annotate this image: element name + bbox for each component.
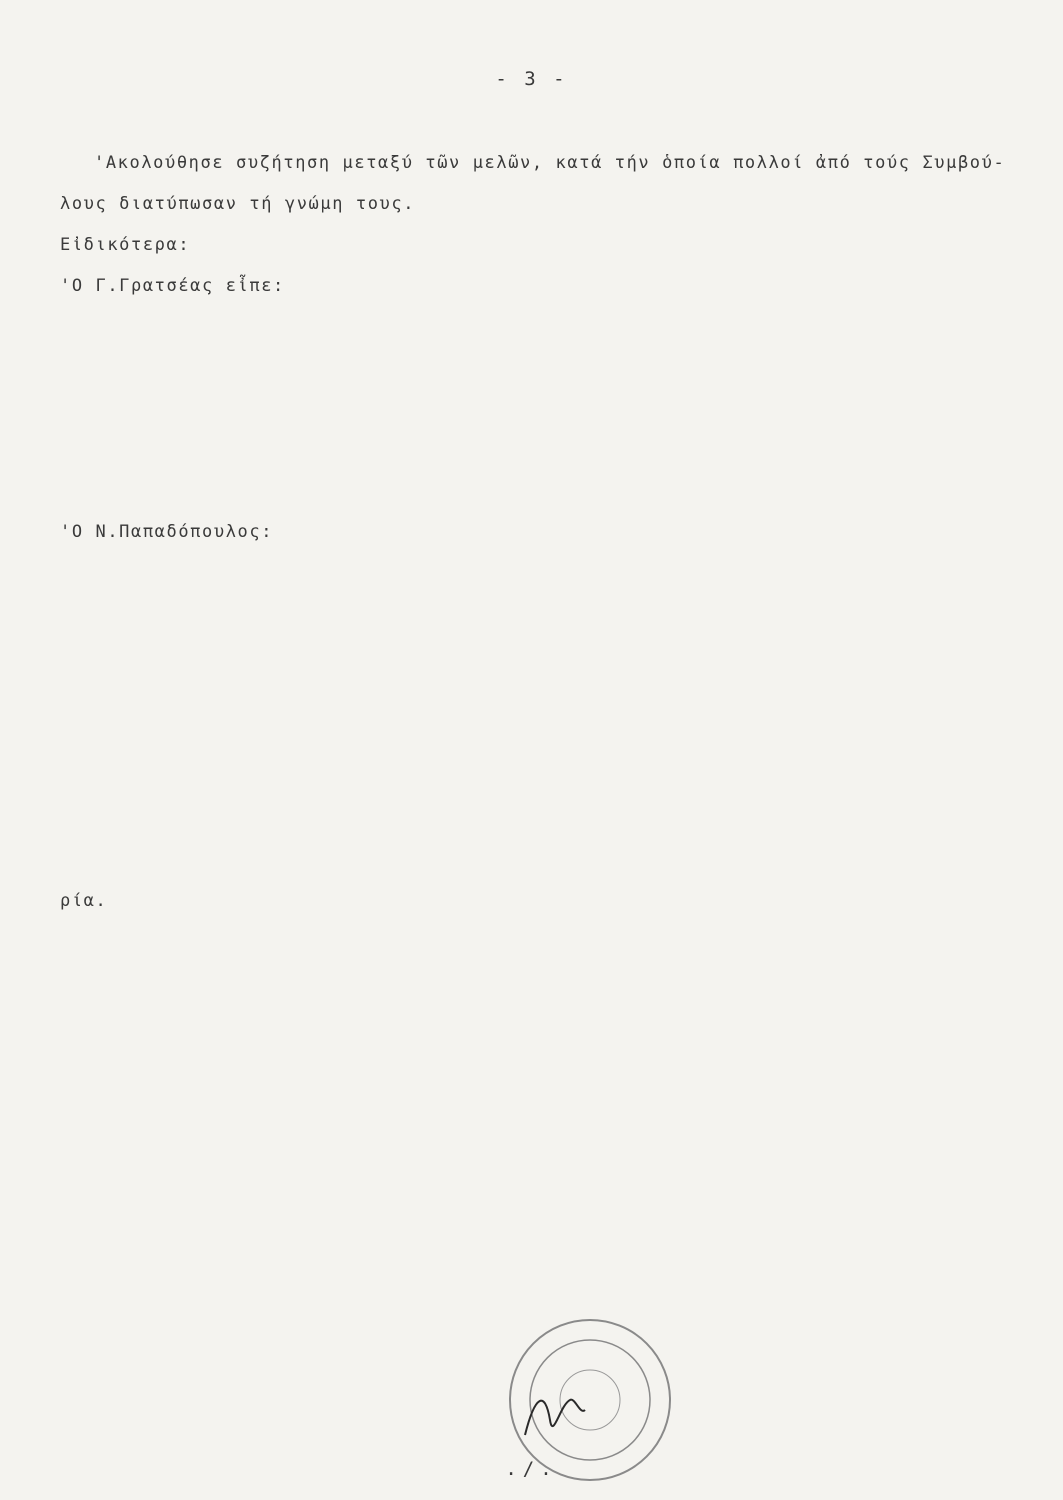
text-line: [60, 717, 1020, 758]
text-line: [60, 1250, 1020, 1291]
text-line: [60, 676, 1020, 717]
text-line: [60, 963, 1020, 1004]
text-line: [60, 307, 1020, 348]
text-line: [60, 1209, 1020, 1250]
text-line: [60, 594, 1020, 635]
text-line: [60, 348, 1020, 389]
text-line: [60, 1004, 1020, 1045]
page-number: - 3 -: [495, 68, 568, 90]
text-line: Εἰδικότερα:: [60, 235, 191, 255]
text-line: [60, 758, 1020, 799]
text-line: [60, 635, 1020, 676]
text-line: [60, 553, 1020, 594]
text-line: [60, 389, 1020, 430]
continuation-mark: ./.: [505, 1458, 558, 1480]
text-line: [60, 471, 1020, 512]
text-line: [60, 1168, 1020, 1209]
text-line: 'Ο Ν.Παπαδόπουλος:: [60, 522, 274, 542]
text-line: [60, 1086, 1020, 1127]
text-line: [60, 840, 1020, 881]
text-line: ρία.: [60, 891, 108, 911]
text-line: 'Ακολούθησε συζήτηση μεταξύ τῶν μελῶν, κατά τήν ὁποία πολλοί ἀπό τούς Συμβού-: [94, 153, 1006, 173]
text-line: [60, 1045, 1020, 1086]
text-line: [60, 799, 1020, 840]
signature: [520, 1385, 590, 1445]
text-line: [60, 430, 1020, 471]
text-line: [60, 1127, 1020, 1168]
text-line: λους διατύπωσαν τή γνώμη τους.: [60, 194, 416, 214]
text-line: [60, 922, 1020, 963]
text-line: 'Ο Γ.Γρατσέας εἶπε:: [60, 276, 285, 296]
body-text: [60, 143, 1020, 1455]
signature-icon: [520, 1385, 590, 1445]
